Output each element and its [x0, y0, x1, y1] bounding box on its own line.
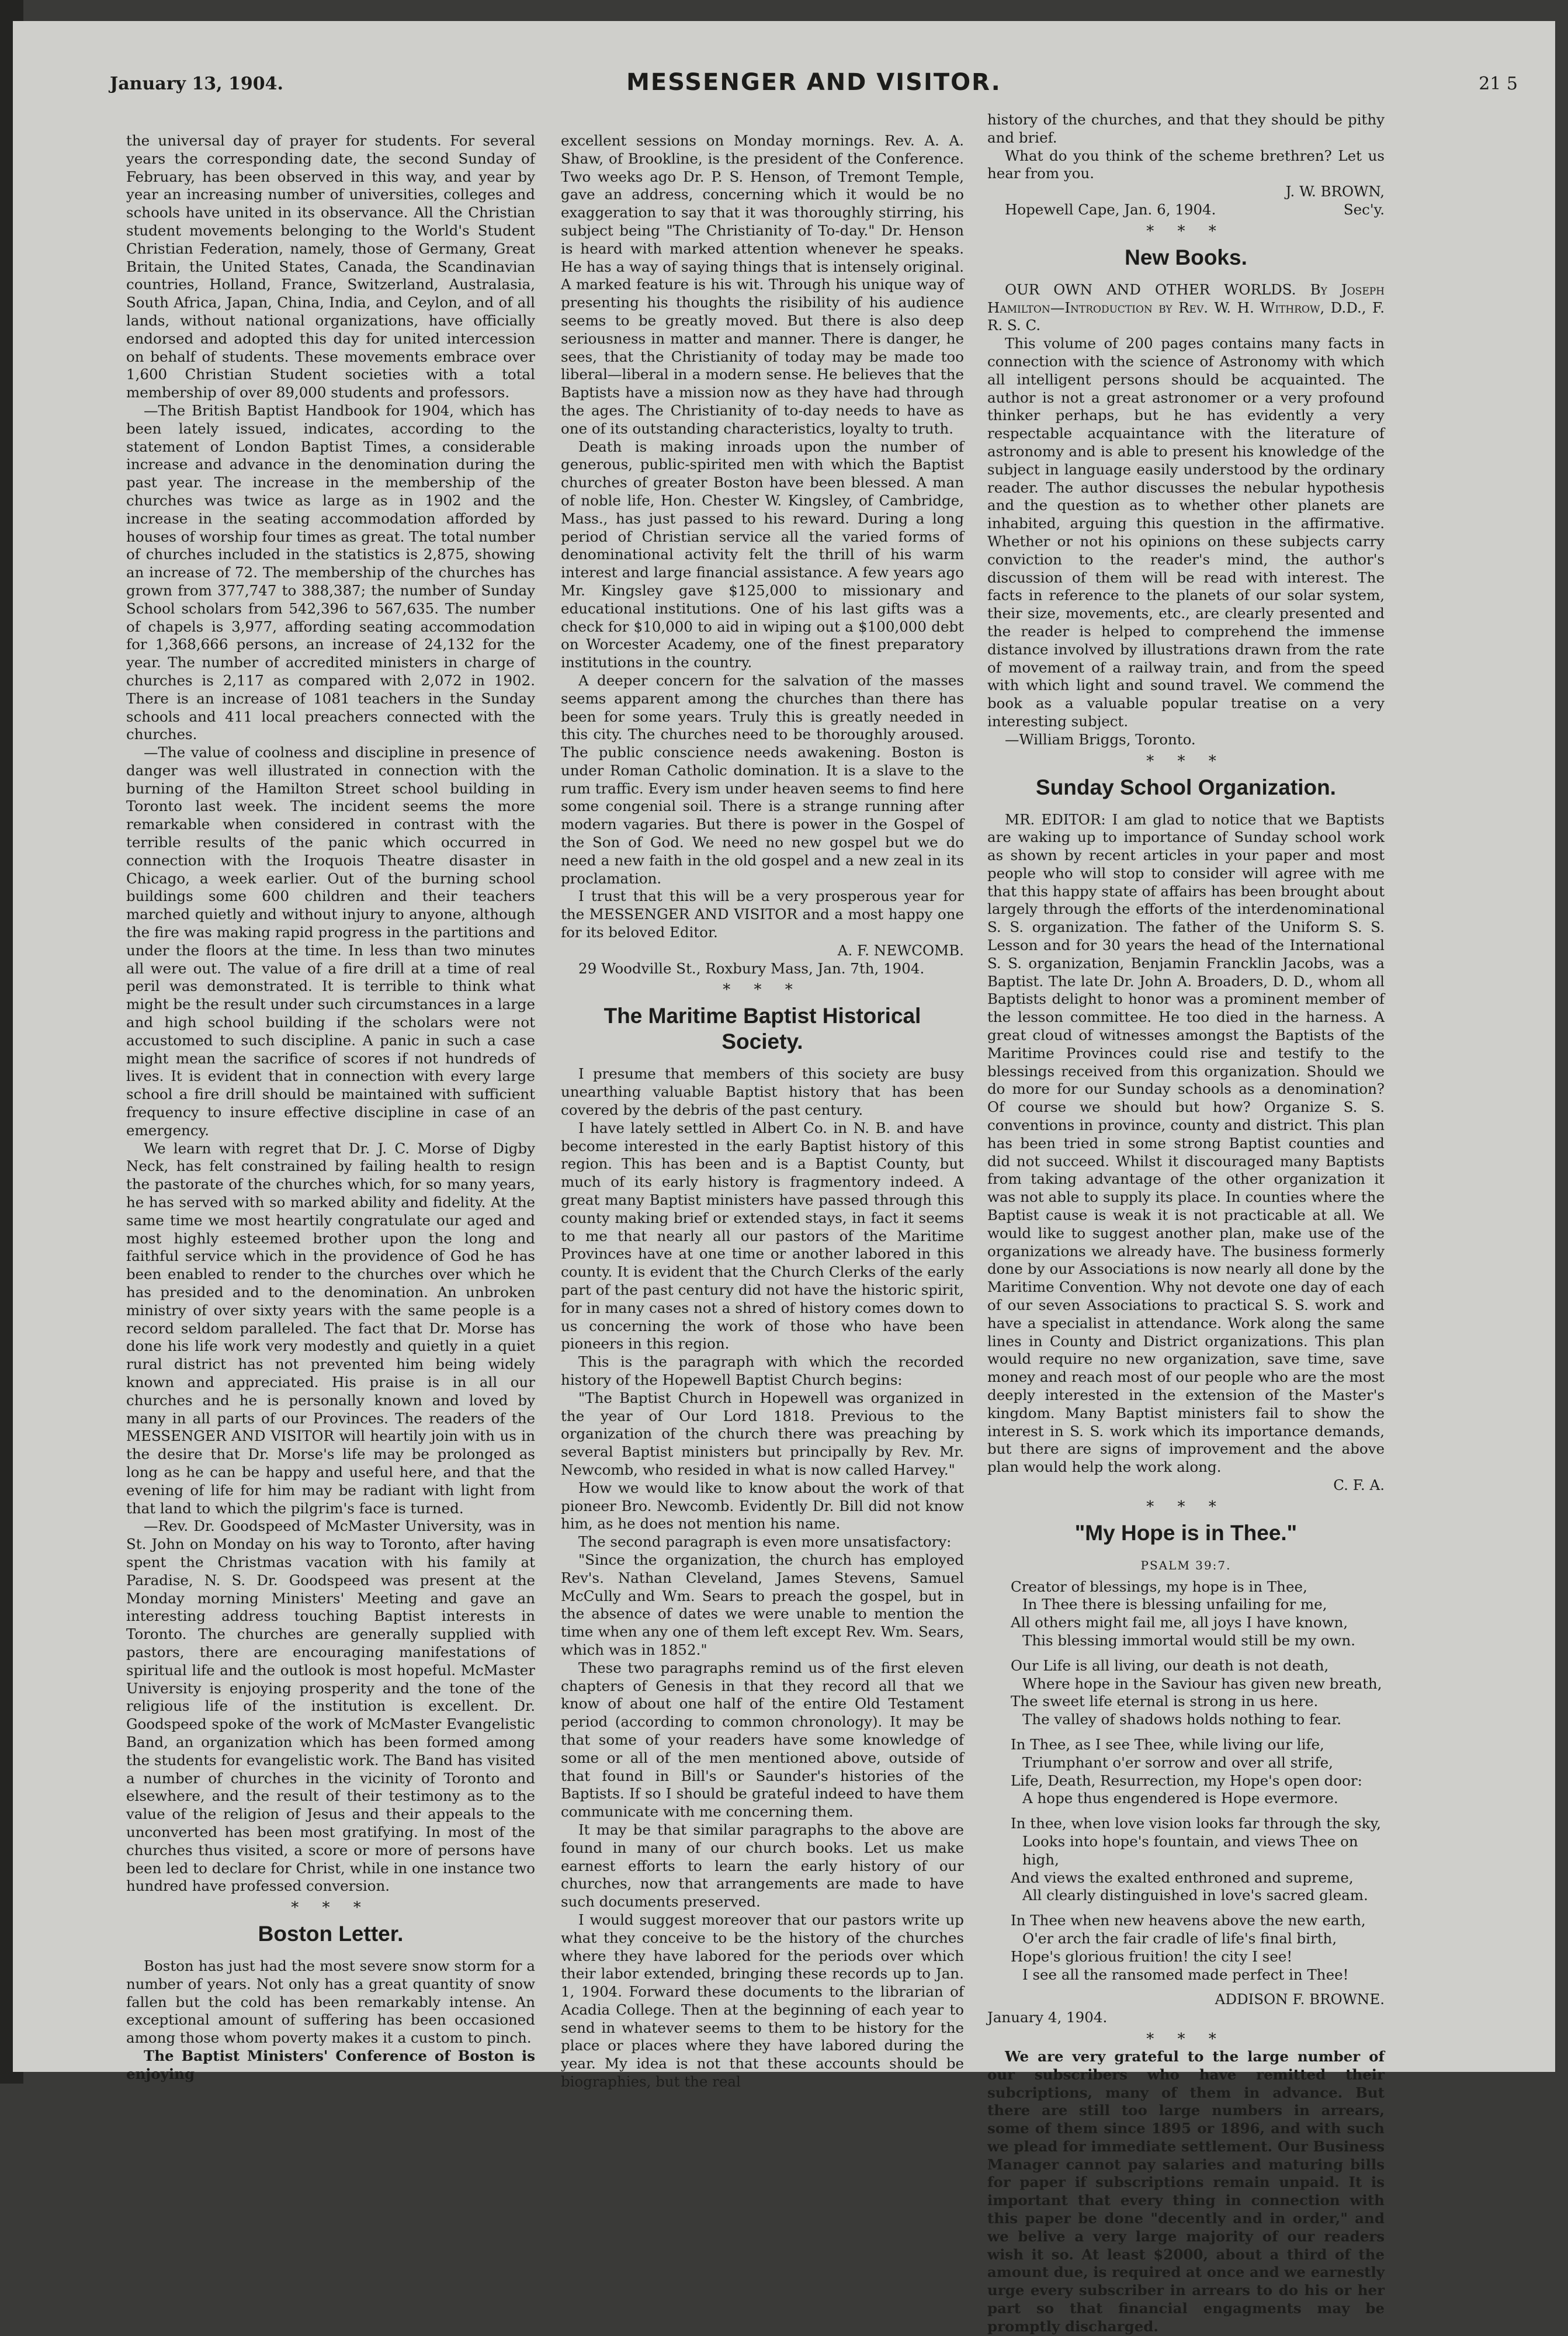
- section-ornament: * * *: [1146, 222, 1226, 240]
- article-paragraph: —The value of coolness and discipline in presence of danger was well illustrated in connection with the burning of the Hamilton Street school building in Toronto last week. The incident seems the more remarkable when considered in contrast with the terrible results of the panic which occurred in connection with the Iroquois Theatre disaster in Chicago, a week earlier. Out of the burning school buildings some 600 children and their teachers marched quietly and without injury to anyone, although the fire was making rapid progress in the partitions and under the floors at the time. In less than two minutes all were out. The value of a fire drill at a time of real peril was demonstrated. It is terrible to think what might be the result under such circumstances in a large and high school building if the scholars were not accustomed to such discipline. A panic in such a case might mean the sacrifice of scores if not hundreds of lives. It is evident that in connection with every large school a fire drill should be maintained with sufficient frequency to insure effective discipline in case of an emergency.: [126, 744, 535, 1139]
- poem-line: Creator of blessings, my hope is in Thee,: [1011, 1578, 1307, 1595]
- poem-line: Looks into hope's fountain, and views Thee on high,: [1022, 1832, 1358, 1868]
- poem-stanza: [1011, 1578, 1385, 1650]
- quoted-paragraph: "The Baptist Church in Hopewell was organized in the year of Our Lord 1818. Previous to the organization of the church there was preaching by several Baptist ministers but principally by Rev. Mr. Newcomb, who resided in what is now called Harvey.": [561, 1389, 964, 1478]
- poem-line: In Thee when new heavens above the new earth,: [1011, 1912, 1366, 1929]
- article-paragraph: Death is making inroads upon the number of generous, public-spirited men with which the Baptist churches of greater Boston have been blessed. A man of noble life, Hon. Chester W. Kingsley, of Cambridge, Mass., has just passed to his reward. During a long period of Christian service all the varied forms of denominational activity felt the thrill of his warm interest and large financial assistance. A few years ago Mr. Kingsley gave $125,000 to missionary and educational institutions. One of his last gifts was a check for $10,000 to aid in wiping out a $100,000 debt on Worcester Academy, one of the finest preparatory institutions in the country.: [561, 438, 964, 671]
- article-paragraph: —The British Baptist Handbook for 1904, which has been lately issued, indicates, according to the statement of London Baptist Times, a considerable increase and advance in the denomination during the past year. The increase in the membership of the churches was twice as large as in 1902 and the increase in the seating accommodation afforded by houses of worship four times as great. The total number of churches included in the statistics is 2,875, showing an increase of 72. The membership of the churches has grown from 377,747 to 388,387; the number of Sunday School scholars from 542,396 to 567,635. The number of chapels is 3,977, affording seating accommodation for 1,368,666 persons, an increase of 24,132 for the year. The number of accredited ministers in charge of churches is 2,117 as compared with 2,072 in 1902. There is an increase of 1081 teachers in the Sunday schools and 411 local preachers connected with the churches.: [126, 401, 535, 743]
- poem-line: Our Life is all living, our death is not death,: [1011, 1656, 1329, 1674]
- poem-stanza: [1011, 1815, 1385, 1905]
- article-paragraph: —Rev. Dr. Goodspeed of McMaster University, was in St. John on Monday on his way to Toronto, after having spent the Christmas vacation with his family at Paradise, N. S. Dr. Goodspeed was present at the Monday morning Ministers' Meeting and gave an interesting address touching Baptist interests in Toronto. The churches are generally supplied with pastors, there are encouraging manifestations of spiritual life and the outlook is most hopeful. McMaster University is enjoying prosperity and the tone of the religious life of the institution is excellent. Dr. Goodspeed spoke of the work of McMaster Evangelistic Band, an organization which has been formed among the students for evangelistic work. The Band has visited a number of churches in the vicinity of Toronto and elsewhere, and the result of their testimony as to the value of the religion of Jesus and their appeals to the unconverted has been most gratifying. In most of the churches thus visited, a score or more of persons have been led to declare for Christ, while in one instance two hundred have professed conversion.: [126, 1517, 535, 1895]
- article-paragraph: This is the paragraph with which the recorded history of the Hopewell Baptist Church begins:: [561, 1353, 964, 1388]
- address-line: 29 Woodville St., Roxbury Mass, Jan. 7th, 1904.: [578, 959, 925, 977]
- poem-line: I see all the ransomed made perfect in Thee!: [1022, 1966, 1349, 1983]
- article-paragraph: I presume that members of this society are busy unearthing valuable Baptist history that has been covered by the debris of the past century.: [561, 1065, 964, 1119]
- poem-line: Where hope in the Saviour has given new breath,: [1022, 1675, 1382, 1692]
- page-header: [110, 69, 1518, 116]
- column-right: [987, 111, 1385, 2335]
- section-ornament: * * *: [1146, 2030, 1226, 2048]
- poem-line: Hope's glorious fruition! the city I see!: [1011, 1947, 1293, 1965]
- poem-line: And views the exalted enthroned and supreme,: [1011, 1869, 1354, 1886]
- poem-date: January 4, 1904.: [987, 2009, 1108, 2026]
- signature: ADDISON F. BROWNE.: [1215, 1991, 1385, 2008]
- column-middle: [561, 132, 964, 2091]
- article-paragraph: the universal day of prayer for students. For several years the corresponding date, the second Sunday of February, has been observed in this way, and year by year an increasing number of universities, colleges and schools have united in its observance. All the Christian student movements belonging to the World's Student Christian Federation, namely, those of Germany, Great Britain, the United States, Canada, the Scandinavian countries, Holland, France, Switzerland, Australasia, South Africa, Japan, China, India, and Ceylon, and of all lands, without national organizations, have officially endorsed and adopted this day for united intercession on behalf of students. These movements embrace over 1,600 Christian Student societies with a total membership of over 89,000 students and professors.: [126, 132, 535, 401]
- poem-stanza: [1011, 1736, 1385, 1808]
- publisher-line: —William Briggs, Toronto.: [1005, 730, 1196, 748]
- sunday-school-heading: Sunday School Organization.: [1036, 775, 1336, 799]
- poem-line: The sweet life eternal is strong in us here.: [1011, 1693, 1319, 1710]
- poem-line: A hope thus engendered is Hope evermore.: [1022, 1790, 1338, 1807]
- poem-line: All others might fail me, all joys I have known,: [1011, 1614, 1348, 1631]
- section-ornament: * * *: [1146, 1498, 1226, 1516]
- historical-society-heading: The Maritime Baptist Historical Society.: [603, 1004, 921, 1054]
- new-books-heading: New Books.: [1125, 245, 1247, 269]
- section-ornament: * * *: [1146, 752, 1226, 770]
- signature: J. W. BROWN,: [1285, 183, 1385, 200]
- article-paragraph: MR. EDITOR: I am glad to notice that we Baptists are waking up to importance of Sunday school work as shown by recent articles in your paper and most people who will stop to consider will agree with me that this happy state of affairs has been brought about largely through the efforts of the interdenominational S. S. organization. The father of the Uniform S. S. Lesson and for 30 years the head of the International S. S. organization, Benjamin Francklin Jacobs, was a Baptist. The late Dr. John A. Broaders, D. D., whom all Baptists delight to honor was a prominent member of the lesson committee. He too died in the harness. A great cloud of witnesses amongst the Baptists of the Maritime Provinces could rise and testify to the blessings received from this organization. Should we do more for our Sunday schools as a denomination? Of course we should but how? Organize S. S. conventions in province, county and district. This plan has been tried in some strong Baptist counties and did not succeed. Whilst it discouraged many Baptists from taking advantage of the other organization it was not able to supply its place. In counties where the Baptist cause is weak it is not practicable at all. We would like to suggest another plan, make use of the organizations we already have. The business formerly done by our Associations is now nearly all done by the Maritime Convention. Why not devote one day of each of our seven Associations to practical S. S. work and have a specialist in attendance. Work along the same lines in County and District organizations. This plan would require no new organization, save time, save money and reach most of our people who are the most deeply interested in the extension of the Master's kingdom. Many Baptist ministers fail to show the interest in S. S. work which its importance demands, but there are signs of improvement and the above plan would help the work along.: [987, 810, 1385, 1476]
- poem-line: O'er arch the fair cradle of life's final birth,: [1022, 1929, 1337, 1947]
- article-paragraph: How we would like to know about the work of that pioneer Bro. Newcomb. Evidently Dr. Bill did not know him, as he does not mention his name.: [561, 1479, 964, 1533]
- poem-stanza: [1011, 1657, 1385, 1729]
- poem-line: Triumphant o'er sorrow and over all strife,: [1022, 1753, 1333, 1771]
- poem-line: All clearly distinguished in love's sacred gleam.: [1022, 1887, 1368, 1904]
- signature: A. F. NEWCOMB.: [837, 941, 964, 959]
- poem: [1011, 1578, 1385, 1984]
- poem-line: The valley of shadows holds nothing to fear.: [1022, 1711, 1341, 1728]
- poem-line: Life, Death, Resurrection, my Hope's open door:: [1011, 1772, 1362, 1789]
- poem-line: This blessing immortal would still be my own.: [1022, 1631, 1356, 1649]
- issue-date: January 13, 1904.: [110, 74, 283, 94]
- article-paragraph: Boston has just had the most severe snow storm for a number of years. Not only has a great quantity of snow fallen but the cold has been remarkably intense. An exceptional amount of suffering has been occasioned among those whom poverty makes it a custom to pinch.: [126, 1957, 535, 2047]
- masthead-title: MESSENGER AND VISITOR.: [626, 69, 1001, 96]
- article-paragraph: I would suggest moreover that our pastors write up what they conceive to be the history of the churches where they have labored for the periods over which their labor extended, bringing these records up to Jan. 1, 1904. Forward these documents to the librarian of Acadia College. Then at the beginning of each year to send in whatever seems to them to be history for the place or places where they have labored during the year. My idea is not that these accounts should be biographies, but the real: [561, 1911, 964, 2091]
- poem-stanza: [1011, 1912, 1385, 1984]
- section-ornament: * * *: [723, 981, 802, 999]
- article-paragraph: I trust that this will be a very prosperous year for the MESSENGER AND VISITOR and a most happy one for its beloved Editor.: [561, 888, 964, 941]
- poem-line: In Thee there is blessing unfailing for me,: [1022, 1596, 1327, 1613]
- article-paragraph: This volume of 200 pages contains many facts in connection with the science of Astronomy with which all intelligent persons should be acquainted. The author is not a great astronomer or a very profound thinker perhaps, but he has evidently a very respectable acquaintance with the literature of astronomy and is able to present his knowledge of the subject in language easily understood by the ordinary reader. The author discusses the nebular hypothesis and the question as to whether other planets are inhabited, arguing this question in the affirmative. Whether or not his opinions on these subjects carry conviction to the reader's mind, the author's discussion of them will be read with interest. The facts in reference to the planets of our solar system, their size, movements, etc., are clearly presented and the reader is helped to comprehend the immense distance involved by illustrations drawn from the rate of movement of a railway train, and from the speed with which light and sound travel. We commend the book as a valuable popular treatise on a very interesting subject.: [987, 335, 1385, 730]
- quoted-paragraph: "Since the organization, the church has employed Rev's. Nathan Cleveland, James Stevens, Samuel McCully and Wm. Sears to preach the gospel, but in the absence of dates we were unable to mention the time when any one of them left except Rev. Wm. Sears, which was in 1852.": [561, 1551, 964, 1658]
- page-number: 21 5: [1479, 74, 1518, 94]
- article-paragraph: What do you think of the scheme brethren? Let us hear from you.: [987, 147, 1385, 182]
- article-paragraph: The Baptist Ministers' Conference of Boston is enjoying: [126, 2047, 535, 2082]
- signature: C. F. A.: [1333, 1476, 1385, 1493]
- article-paragraph: These two paragraphs remind us of the first eleven chapters of Genesis in that they record all that we know of about one half of the entire Old Testament period (according to common chronology). It may be that some of your readers have some knowledge of some or all of the men mentioned above, outside of that found in Bill's or Saunder's histories of the Baptists. If so I should be grateful indeed to have them communicate with me concerning them.: [561, 1659, 964, 1821]
- poem-line: In thee, when love vision looks far through the sky,: [1011, 1815, 1381, 1832]
- article-paragraph: excellent sessions on Monday mornings. Rev. A. A. Shaw, of Brookline, is the president of the Conference. Two weeks ago Dr. P. S. Henson, of Tremont Temple, gave an address, concerning which it would be no exaggeration to say that it was thoroughly stirring, his subject being "The Christianity of To-day." Dr. Henson is heard with marked attention whenever he speaks. He has a way of saying things that is intensely original. A marked feature is his wit. Through his unique way of presenting his thoughts the risibility of his audience seems to be greatly moved. But there is also deep seriousness in matter and manner. There is danger, he sees, that the Christianity of today may be made too liberal—liberal in a modern sense. He believes that the Baptists have a mission now as they have had through the ages. The Christianity of to-day needs to have as one of its outstanding characteristics, loyalty to truth.: [561, 132, 964, 437]
- poem-heading: "My Hope is in Thee.": [1074, 1520, 1298, 1545]
- place-date-line: [987, 201, 1385, 219]
- article-paragraph: history of the churches, and that they should be pithy and brief.: [987, 111, 1385, 146]
- secretary-label: Sec'y.: [1343, 200, 1385, 218]
- article-paragraph: We are very grateful to the large number of our subscribers who have remitted their subcriptions, many of them in advance. But there are still too large numbers in arrears, some of them since 1895 or 1896, and with such we plead for immediate settlement. Our Business Manager cannot pay salaries and maturing bills for paper if subscriptions remain unpaid. It is important that every thing in connection with this paper be done "decently and in order," and we belive a very large majority of our readers wish it so. At least $2000, about a third of the amount due, is required at once and we earnestly urge every subscriber in arrears to do his or her part so that financial engagments may be promptly discharged.: [987, 2047, 1385, 2335]
- poem-line: In Thee, as I see Thee, while living our life,: [1011, 1735, 1324, 1753]
- book-title-line: OUR OWN AND OTHER WORLDS. By Joseph Hamilton—Introduction by Rev. W. H. Withrow, D.D., F. R. S. C.: [987, 280, 1385, 334]
- article-paragraph: A deeper concern for the salvation of the masses seems apparent among the churches than there has been for some years. Truly this is greatly needed in this city. The churches need to be thoroughly aroused. The public conscience needs awakening. Boston is under Roman Catholic domination. It is a slave to the rum traffic. Every ism under heaven seems to find here some congenial soil. There is a strange running after modern vagaries. But there is power in the Gospel of the Son of God. We need no new gospel but we do need a new faith in the old gospel and a new zeal in its proclamation.: [561, 671, 964, 887]
- psalm-reference: PSALM 39:7.: [1140, 1558, 1231, 1572]
- place-date: Hopewell Cape, Jan. 6, 1904.: [1005, 200, 1216, 218]
- article-paragraph: We learn with regret that Dr. J. C. Morse of Digby Neck, has felt constrained by failing health to resign the pastorate of the churches which, for so many years, he has served with so marked ability and fidelity. At the same time we most heartily congratulate our aged and most highly esteemed brother upon the long and faithful service which in the providence of God he has been enabled to render to the churches over which he has presided and to the denomination. An unbroken ministry of over sixty years with the same people is a record seldom paralleled. The fact that Dr. Morse has done his life work very modestly and quietly in a quiet rural district has not prevented him being widely known and appreciated. His praise is in all our churches and he is personally known and loved by many in all parts of our Provinces. The readers of the MESSENGER AND VISITOR will heartily join with us in the desire that Dr. Morse's life may be prolonged as long as he can be happy and useful here, and that the evening of life for him may be radiant with light from that land to which the pilgrim's face is turned.: [126, 1139, 535, 1517]
- article-paragraph: The second paragraph is even more unsatisfactory:: [578, 1533, 952, 1551]
- article-paragraph: I have lately settled in Albert Co. in N. B. and have become interested in the early Baptist history of this region. This has been and is a Baptist County, but much of its early history is fragmentory indeed. A great many Baptist ministers have passed through this county making brief or extended stays, in fact it seems to me that nearly all our pastors of the Maritime Provinces have at one time or another labored in this county. It is evident that the Church Clerks of the early part of the past century did not have the historic spirit, for in many cases not a shred of history comes down to us concerning the work of those who have been pioneers in this region.: [561, 1119, 964, 1353]
- section-ornament: * * *: [291, 1899, 370, 1917]
- boston-letter-heading: Boston Letter.: [258, 1922, 404, 1946]
- column-left: [126, 132, 535, 2082]
- article-paragraph: It may be that similar paragraphs to the above are found in many of our church books. Let us make earnest efforts to learn the early history of our churches, now that arrangements are made to have such documents preserved.: [561, 1821, 964, 1911]
